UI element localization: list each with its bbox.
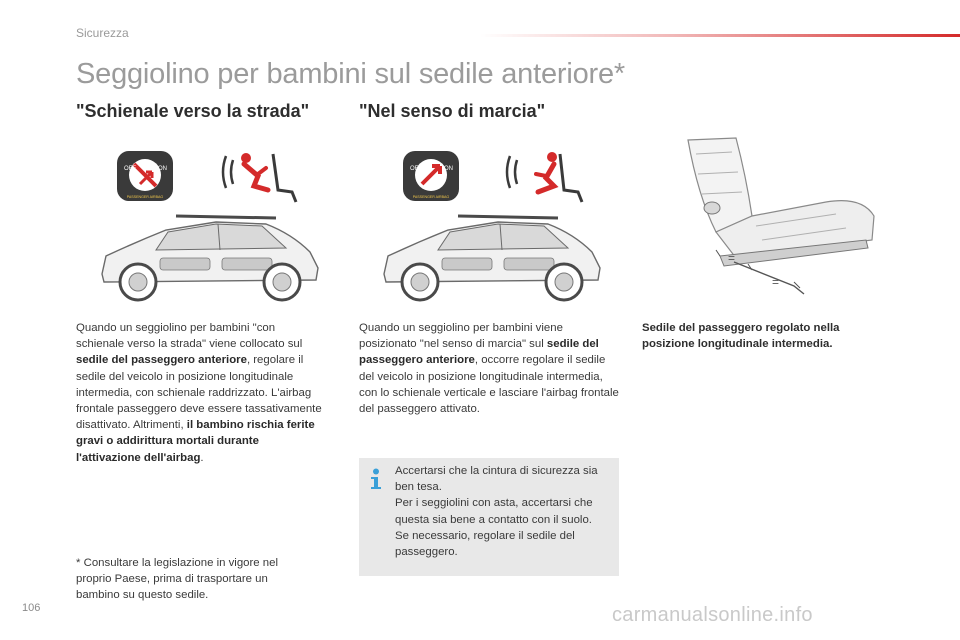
page-title: Seggiolino per bambini sul sedile anteriore* <box>76 58 625 90</box>
footnote: * Consultare la legislazione in vigore nel proprio Paese, prima di trasportare un bambino su questo sedile. <box>76 557 278 601</box>
forward-facing-seat-icon <box>502 146 588 213</box>
svg-text:=: = <box>772 275 780 289</box>
passenger-seat-illustration <box>676 136 882 303</box>
airbag-on-indicator <box>402 150 460 207</box>
svg-text:ON: ON <box>158 166 167 172</box>
page-number: 106 <box>22 602 41 614</box>
svg-text:OFF: OFF <box>124 166 136 172</box>
heading-forward-facing: "Nel senso di marcia" <box>359 101 546 121</box>
svg-text:ON: ON <box>444 166 453 172</box>
watermark: carmanualsonline.info <box>612 604 813 626</box>
svg-text:PASSENGER AIRBAG: PASSENGER AIRBAG <box>126 195 164 199</box>
info-box <box>359 458 619 576</box>
info-icon <box>369 468 383 495</box>
info-text: Accertarsi che la cintura di sicurezza sia ben tesa. Per i seggiolini con asta, accertarsi che questa sia bene a contatto con il suolo. Se necessario, regolare il sedile del passeggero. <box>395 465 598 559</box>
section-label: Sicurezza <box>76 26 129 40</box>
svg-text:OFF: OFF <box>410 166 422 172</box>
car-side-view-forward-facing <box>378 212 606 309</box>
heading-rear-facing: "Schienale verso la strada" <box>76 101 310 121</box>
paragraph-rear-facing: Quando un seggiolino per bambini "con schienale verso la strada" viene collocato sul sedile del passeggero anteriore, regolare il sedile del veicolo in posizione longitudinale intermedia, con schienale raddrizzato. L'airbag frontale passeggero deve essere tassativamente disattivato. Altrimenti, il bambino rischia ferite gravi o addirittura mortali durante l'attivazione dell'airbag. <box>76 322 322 464</box>
header-rule <box>480 34 960 37</box>
rear-facing-seat-icon <box>218 146 304 213</box>
airbag-off-indicator <box>116 150 174 207</box>
seat-caption: Sedile del passeggero regolato nella posizione longitudinale intermedia. <box>642 322 840 351</box>
car-side-view-rear-facing <box>96 212 324 309</box>
paragraph-forward-facing: Quando un seggiolino per bambini viene posizionato "nel senso di marcia" sul sedile del passeggero anteriore, occorre regolare il sedile del veicolo in posizione longitudinale intermedia, con lo schienale verticale e lasciare l'airbag frontale del passeggero attivato. <box>359 322 619 416</box>
svg-text:PASSENGER AIRBAG: PASSENGER AIRBAG <box>412 195 450 199</box>
svg-text:=: = <box>728 251 736 265</box>
